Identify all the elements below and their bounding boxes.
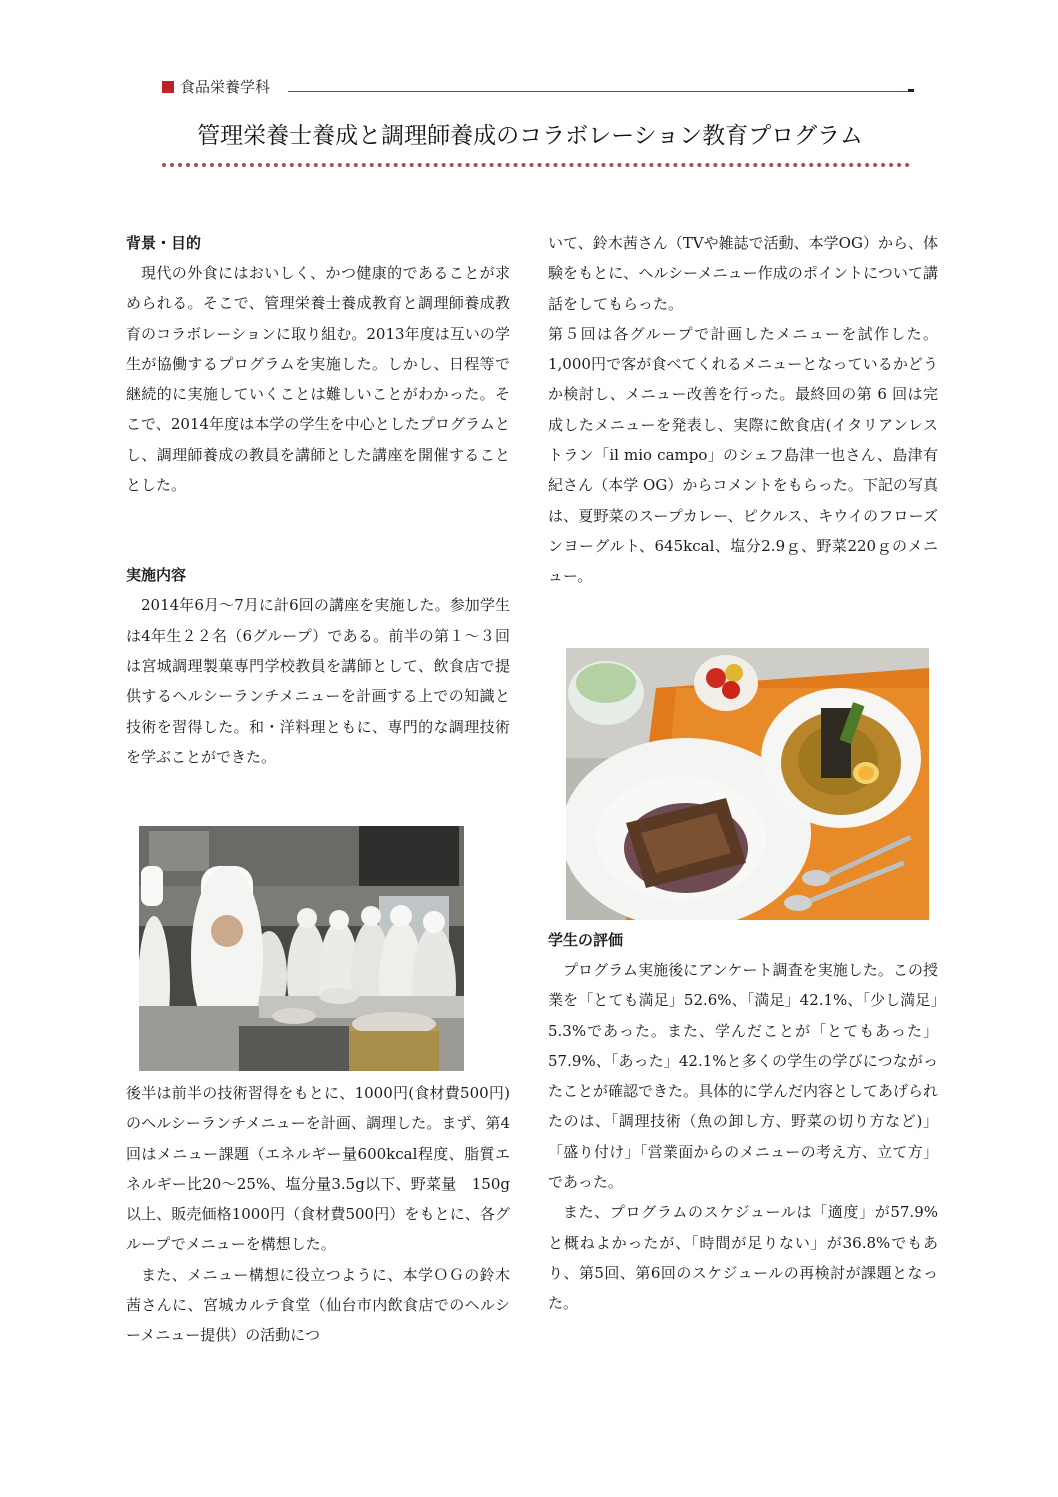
right-column (548, 228, 938, 592)
content-paragraph-2: 後半は前半の技術習得をもとに、1000円(食材費500円)のヘルシーランチメニューを計画、調理した。まず、第4回はメニュー課題（エネルギー量600kcal程度、脂質エネルギー比20～25%、塩分量3.5g以下、野菜量 150g以上、販売価格1000円（食材費500円）をもとに、各グループでメニューを構想した。 (126, 1084, 510, 1254)
evaluation-paragraph-2: また、プログラムのスケジュールは「適度」が57.9%と概ねよかったが、「時間が足りない」が36.8%でもあり、第5回、第6回のスケジュールの再検討が課題となった。 (548, 1203, 938, 1313)
page-header (162, 76, 914, 100)
left-column (126, 228, 510, 772)
content-paragraph-4: 第５回は各グループで計画したメニューを試作した。1,000円で客が食べてくれるメニューとなっているかどうか検討し、メニュー改善を行った。最終回の第 6 回は完成したメニューを発表し、実際に飲食店(イタリアンレストラン「il mio campo」のシェフ島津一也さん、島津有紀さん（本学 OG）からコメントをもらった。下記の写真は、夏野菜のスープカレー、ピクルス、キウイのフローズンヨーグルト、645kcal、塩分2.9ｇ、野菜220ｇのメニュー。 (548, 324, 938, 586)
menu-dish-photo (566, 648, 929, 920)
right-column-bottom (548, 925, 938, 1319)
title-dotted-rule (162, 163, 910, 167)
background-heading: 背景・目的 (126, 234, 202, 252)
content-heading: 実施内容 (126, 566, 187, 585)
content-paragraph-1: 2014年6月～7月に計6回の講座を実施した。参加学生は4年生２２名（6グループ）である。前半の第１～３回は宮城調理製菓専門学校教員を講師として、飲食店で提供するヘルシーランチメニューを計画する上での知識と技術を習得した。和・洋料理ともに、専門的な調理技術を学ぶことができた。 (126, 596, 510, 766)
header-rule (288, 91, 914, 92)
evaluation-heading: 学生の評価 (548, 931, 624, 949)
background-paragraph: 現代の外食にはおいしく、かつ健康的であることが求められる。そこで、管理栄養士養成教育と調理師養成教育のコラボレーションに取り組む。2013年度は互いの学生が協働するプログラムを実施した。しかし、日程等で継続的に実施していくことは難しいことがわかった。そこで、2014年度は本学の学生を中心としたプログラムとし、調理師養成の教員を講師とした講座を開催することとした。 (126, 264, 510, 495)
page-title: 管理栄養士養成と調理師養成のコラボレーション教育プログラム (197, 123, 863, 149)
cooking-class-photo (139, 826, 464, 1071)
section-marker-square (162, 81, 174, 93)
evaluation-paragraph-1: プログラム実施後にアンケート調査を実施した。この授業を「とても満足」52.6%、「満足」42.1%、「少し満足」5.3%であった。また、学んだことが「とてもあった」57.9%、「あった」42.1%と多くの学生の学びにつながったことが確認できた。具体的に学んだ内容としてあげられたのは、「調理技術（魚の卸し方、野菜の切り方など)」「盛り付け」「営業面からのメニューの考え方、立て方」であった。 (548, 961, 939, 1192)
content-paragraph-3-left: また、メニュー構想に役立つように、本学ＯＧの鈴木茜さんに、宮城カルテ食堂（仙台市内飲食店でのヘルシーメニュー提供）の活動につ (126, 1265, 510, 1345)
header-rule-end (908, 89, 914, 92)
left-column-bottom (126, 1078, 510, 1351)
department-label: 食品栄養学科 (180, 78, 271, 96)
content-paragraph-3-right: いて、鈴木茜さん（TVや雑誌で活動、本学OG）から、体験をもとに、ヘルシーメニュー作成のポイントについて講話をしてもらった。 (548, 234, 938, 313)
